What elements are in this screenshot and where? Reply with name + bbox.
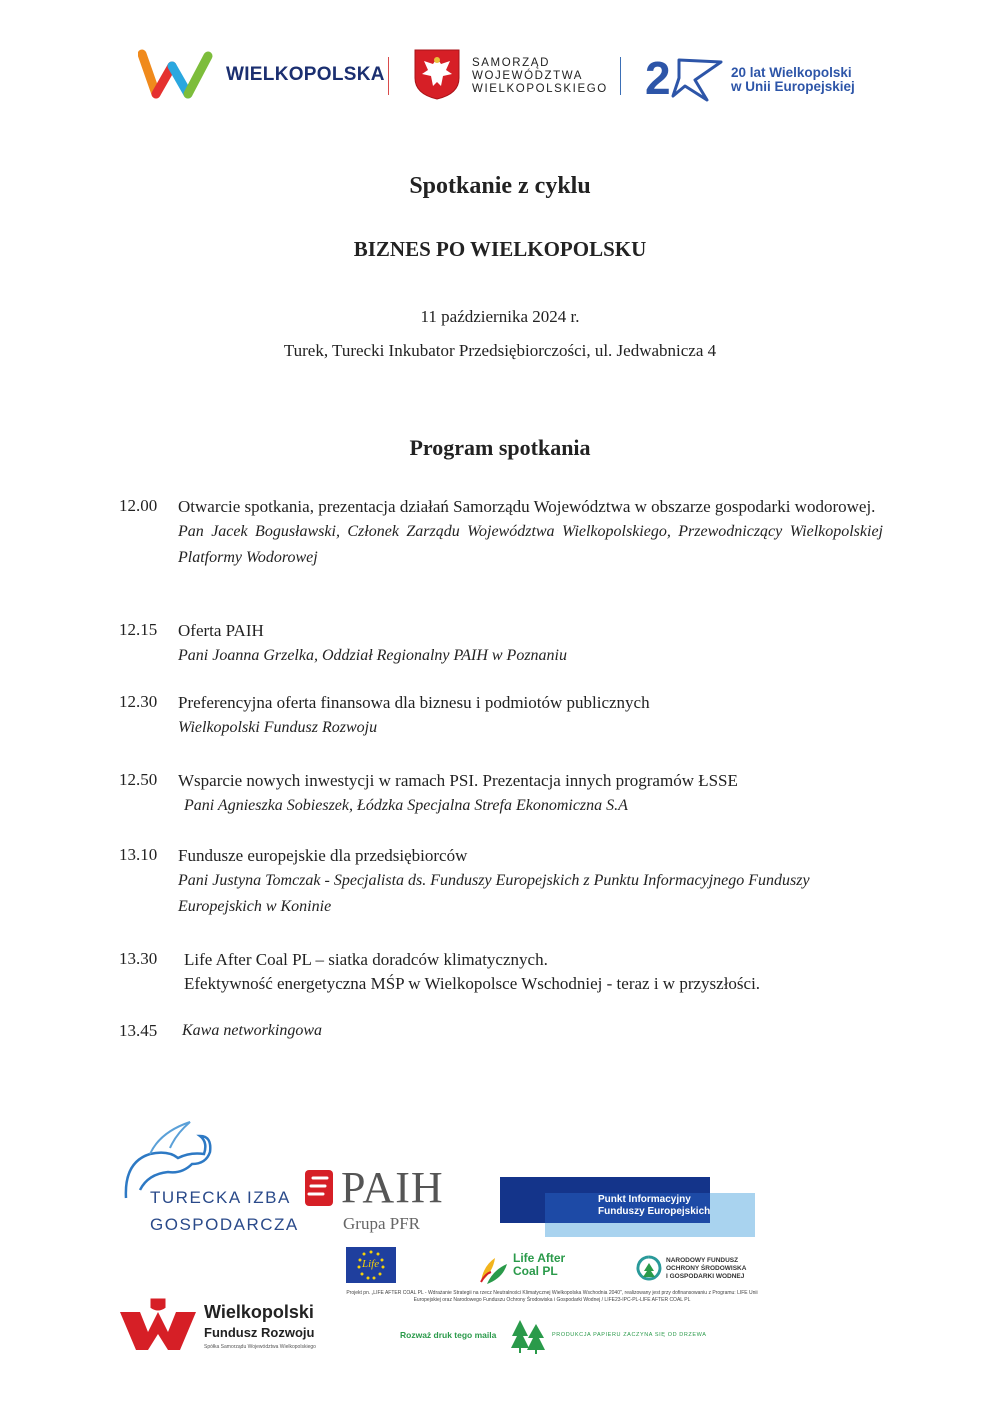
druk-text: Rozważ druk tego maila — [400, 1330, 497, 1340]
program-speaker: Kawa networkingowa — [182, 1022, 323, 1039]
program-speaker: Pani Joanna Grzelka, Oddział Regionalny PAIH w Poznaniu — [178, 647, 567, 664]
program-time: 13.45 — [119, 1021, 158, 1040]
program-item — [178, 691, 883, 741]
samorzad-line: WIELKOPOLSKIEGO — [472, 83, 608, 95]
paih-wordmark: PAIH — [341, 1163, 444, 1212]
tig-line: GOSPODARCZA — [150, 1215, 299, 1234]
program-item — [178, 495, 883, 571]
samorzad-line: SAMORZĄD — [472, 57, 550, 69]
pife-text — [598, 1194, 710, 1218]
program-heading: Program spotkania — [409, 435, 591, 460]
paih-group: Grupa PFR — [343, 1214, 420, 1233]
wielkopolska-coat-of-arms-icon — [412, 48, 462, 100]
program-item — [178, 844, 868, 920]
lac-line: Coal PL — [513, 1264, 558, 1278]
wielkopolska-wordmark: WIELKOPOLSKA — [226, 64, 385, 85]
program-time: 12.15 — [119, 620, 158, 639]
program-speaker: Pani Agnieszka Sobieszek, Łódzka Specjalna Strefa Ekonomiczna S.A — [184, 797, 628, 814]
nfosigw-logo — [636, 1253, 766, 1289]
tig-line: TURECKA IZBA — [150, 1188, 291, 1207]
program-speaker: Pani Justyna Tomczak - Specjalista ds. Funduszy Europejskich z Punktu Informacyjnego Funduszy Europejskich w Koninie — [178, 872, 810, 915]
trees-icon — [510, 1318, 548, 1354]
header-divider — [620, 57, 621, 95]
program-speaker: Pan Jacek Bogusławski, Członek Zarządu Województwa Wielkopolskiego, Przewodniczący Wielkopolskiej Platformy Wodorowej — [178, 523, 883, 566]
program-title: Fundusze europejskie dla przedsiębiorców — [178, 846, 468, 865]
program-time: 12.50 — [119, 770, 158, 789]
nfos-line: NARODOWY FUNDUSZ — [666, 1257, 739, 1264]
nfos-line: I GOSPODARKI WODNEJ — [666, 1273, 745, 1280]
event-location: Turek, Turecki Inkubator Przedsiębiorczości, ul. Jedwabnicza 4 — [283, 341, 717, 360]
program-item — [178, 619, 883, 669]
samorzad-line: WOJEWÓDZTWA — [472, 70, 584, 82]
eu-anniversary-logo — [645, 52, 865, 102]
project-fine-print: Projekt pn. „LIFE AFTER COAL PL - Wdrażanie Strategii na rzecz Neutralności Klimatycznej Wielkopolska Wschodnia 2040", realizowany jest przy dofinansowaniu z Programu: LIFE Unii Europejskiej oraz Narodowego Funduszu Ochrony Środowiska i Gospodarki Wodnej / LIFE23-IPC-PL-LIFE AFTER COAL PL — [346, 1290, 758, 1303]
program-time: 12.30 — [119, 692, 158, 711]
life-after-coal-logo — [477, 1250, 577, 1286]
program-speaker: Wielkopolski Fundusz Rozwoju — [178, 719, 378, 736]
program-item — [178, 769, 883, 819]
druk-text: PRODUKCJA PAPIERU ZACZYNA SIĘ OD DRZEWA — [552, 1332, 707, 1338]
print-notice — [400, 1318, 710, 1354]
wfr-logo — [120, 1298, 350, 1358]
lac-line: Life After — [513, 1251, 566, 1265]
program-item — [184, 948, 889, 996]
wfr-line: Wielkopolski — [204, 1302, 314, 1322]
punkt-informacyjny-logo — [500, 1177, 755, 1237]
paih-mark-icon — [303, 1168, 335, 1208]
anniversary-23-star-icon — [645, 52, 729, 102]
program-title: Oferta PAIH — [178, 621, 264, 640]
program-title: Wsparcie nowych inwestycji w ramach PSI. Prezentacja innych programów ŁSSE — [178, 771, 738, 790]
header-divider — [388, 57, 389, 95]
samorzad-wordmark — [472, 57, 608, 96]
wielkopolska-logo — [138, 48, 385, 104]
program-title: Life After Coal PL – siatka doradców klimatycznych. — [184, 950, 548, 969]
program-time: 13.30 — [119, 949, 158, 968]
wfr-w-icon — [120, 1298, 196, 1352]
program-title: Otwarcie spotkania, prezentacja działań Samorządu Województwa w obszarze gospodarki wodorowej. — [178, 497, 876, 516]
pife-line: Punkt Informacyjny — [598, 1194, 691, 1205]
nfos-tree-icon — [636, 1255, 662, 1285]
program-time: 13.10 — [119, 845, 158, 864]
program-title: Preferencyjna oferta finansowa dla biznesu i podmiotów publicznych — [178, 693, 650, 712]
nfos-text — [666, 1257, 746, 1281]
pife-line: Funduszy Europejskich — [598, 1206, 711, 1217]
program-item — [182, 1018, 887, 1044]
wfr-line: Spółka Samorządu Województwa Wielkopolskiego — [204, 1344, 316, 1350]
anniversary-text — [731, 66, 855, 94]
event-subtitle: Spotkanie z cyklu — [409, 173, 591, 199]
turecka-izba-logo — [120, 1112, 299, 1242]
svg-text:2: 2 — [645, 52, 671, 102]
anniversary-line: w Unii Europejskiej — [731, 79, 855, 94]
leaf-icon — [477, 1252, 511, 1286]
nfos-line: OCHRONY ŚRODOWISKA — [666, 1265, 747, 1272]
paih-logo — [303, 1163, 453, 1238]
event-date: 11 października 2024 r. — [420, 307, 580, 326]
life-text: Life — [362, 1258, 380, 1270]
program-time: 12.00 — [119, 496, 158, 515]
wielkopolska-w-icon — [138, 48, 218, 104]
program-title: Efektywność energetyczna MŚP w Wielkopolsce Wschodniej - teraz i w przyszłości. — [184, 974, 761, 993]
anniversary-line: 20 lat Wielkopolski — [731, 65, 852, 80]
eu-life-flag — [346, 1247, 396, 1283]
event-title: BIZNES PO WIELKOPOLSKU — [353, 237, 647, 261]
wfr-line: Fundusz Rozwoju — [204, 1325, 315, 1340]
lac-text — [513, 1252, 565, 1278]
